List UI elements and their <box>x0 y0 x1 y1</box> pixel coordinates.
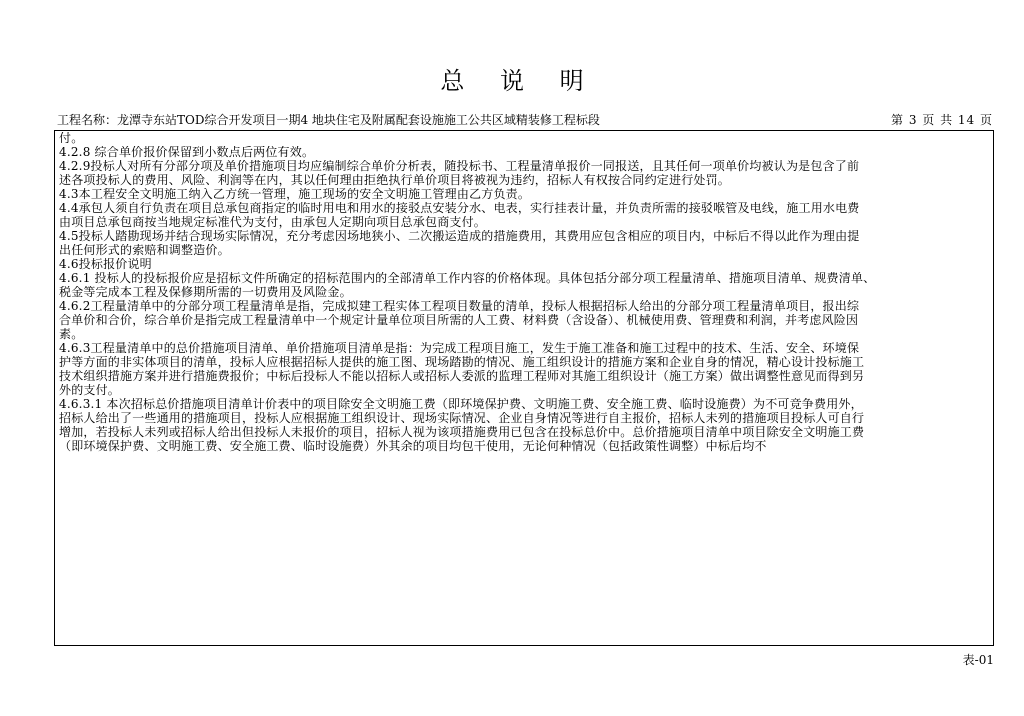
text-line: 由项目总承包商按当地规定标准代为支付，由承包人定期向项目总承包商支付。 <box>59 216 487 229</box>
text-line: 护等方面的非实体项目的清单，投标人应根据招标人提供的施工图、现场踏勘的情况、施工组织设计的措施方案和企业自身的情况，精心设计投标施工 <box>59 356 865 369</box>
text-line: 素。 <box>59 328 84 341</box>
text-line: 技术组织措施方案并进行措施费报价；中标后投标人不能以招标人或招标人委派的监理工程师对其施工组织设计（施工方案）做出调整性意见而得到另 <box>59 370 865 383</box>
text-line: 述各项投标人的费用、风险、利润等在内，其以任何理由拒绝执行单价项目将被视为违约，招标人有权按合同约定进行处罚。 <box>59 174 731 187</box>
text-line: 外的支付。 <box>59 384 121 397</box>
text-line: 4.2.9投标人对所有分部分项及单价措施项目均应编制综合单价分析表，随投标书、工程量清单报价一同报送，且其任何一项单价均被认为是包含了前 <box>59 160 860 173</box>
description-body <box>54 130 994 646</box>
text-line: 4.2.8 综合单价报价保留到小数点后两位有效。 <box>59 146 315 159</box>
page-indicator: 第 3 页 共 14 页 <box>891 113 993 127</box>
text-line: 4.6.2工程量清单中的分部分项工程量清单是指，完成拟建工程实体工程项目数量的清单，投标人根据招标人给出的分部分项工程量清单项目，报出综 <box>59 300 860 313</box>
text-line: 4.6.1 投标人的投标报价应是招标文件所确定的招标范围内的全部清单工作内容的价格体现。具体包括分部分项工程量清单、措施项目清单、规费清单、 <box>59 272 876 285</box>
text-line: 增加，若投标人未列或招标人给出但投标人未报价的项目，招标人视为该项措施费用已包含在投标总价中。总价措施项目清单中项目除安全文明施工费 <box>59 426 865 439</box>
text-line: 合单价和合价，综合单价是指完成工程量清单中一个规定计量单位项目所需的人工费、材料费（含设备）、机械使用费、管理费和利润，并考虑风险因 <box>59 314 859 327</box>
text-line: 4.6.3工程量清单中的总价措施项目清单、单价措施项目清单是指：为完成工程项目施工，发生于施工准备和施工过程中的技术、生活、安全、环境保 <box>59 342 860 355</box>
text-line: （即环境保护费、文明施工费、安全施工费、临时设施费）外其余的项目均包干使用，无论何种情况（包括政策性调整）中标后均不 <box>59 440 767 453</box>
text-line: 4.6投标报价说明 <box>59 258 152 271</box>
project-name: 工程名称：龙潭寺东站TOD综合开发项目一期4 地块住宅及附属配套设施施工公共区域精装修工程标段 <box>57 113 600 127</box>
text-line: 4.4承包人须自行负责在项目总承包商指定的临时用电和用水的接驳点安装分水、电表，实行挂表计量，并负责所需的接驳喉管及电线，施工用水电费 <box>59 202 860 215</box>
form-code: 表-01 <box>962 653 994 667</box>
text-line: 税金等完成本工程及保修期所需的一切费用及风险金。 <box>59 286 352 299</box>
document-title: 总 说 明 <box>440 67 598 95</box>
text-line: 付。 <box>59 132 84 145</box>
text-line: 4.3本工程安全文明施工纳入乙方统一管理，施工现场的安全文明施工管理由乙方负责。 <box>59 188 531 201</box>
text-line: 4.6.3.1 本次招标总价措施项目清单计价表中的项目除安全文明施工费（即环境保护费、文明施工费、安全施工费、临时设施费）为不可竞争费用外， <box>59 398 863 411</box>
text-line: 4.5投标人踏勘现场并结合现场实际情况，充分考虑因场地狭小、二次搬运造成的措施费用，其费用应包含相应的项目内，中标后不得以此作为理由提 <box>59 230 860 243</box>
text-line: 招标人给出了一些通用的措施项目，投标人应根据施工组织设计、现场实际情况、企业自身情况等进行自主报价，招标人未列的措施项目投标人可自行 <box>59 412 865 425</box>
text-line: 出任何形式的索赔和调整造价。 <box>59 244 230 257</box>
